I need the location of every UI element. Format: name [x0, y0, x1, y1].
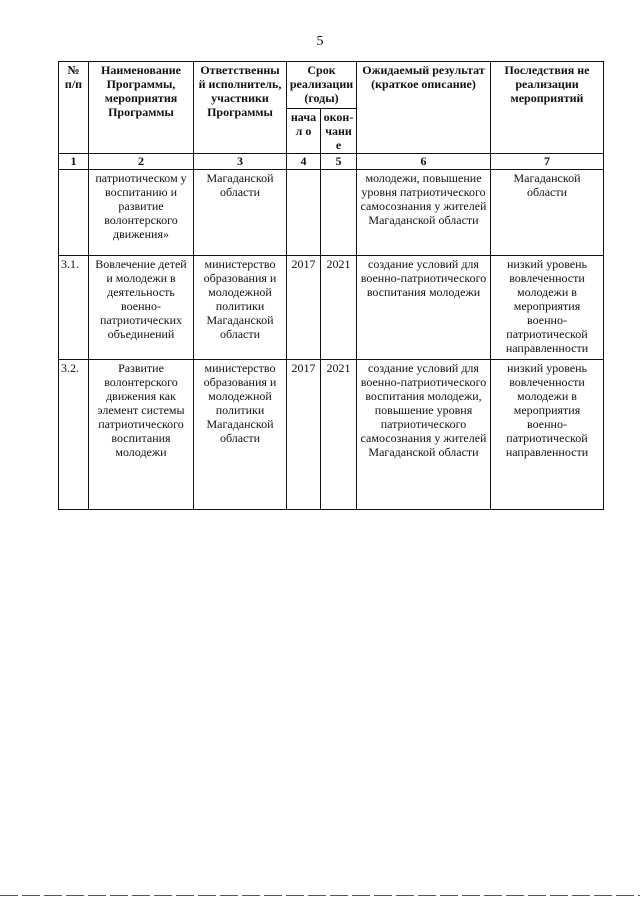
column-number: 7 [491, 154, 604, 170]
column-number: 4 [287, 154, 321, 170]
row-result: создание условий для военно-патриотического воспитания молодежи, повышение уровня патриотического самосознания у жителей Магаданской области [357, 360, 491, 510]
row-result: создание условий для военно-патриотического воспитания молодежи [357, 256, 491, 360]
header-result: Ожидаемый результат (краткое описание) [357, 62, 491, 154]
row-consequence: низкий уровень вовлеченности молодежи в мероприятия военно-патриотической направленности [491, 256, 604, 360]
header-start: начал о [287, 109, 321, 154]
column-number: 1 [59, 154, 89, 170]
row-number: 3.2. [59, 360, 89, 510]
scan-bottom-edge [0, 895, 640, 896]
row-end [321, 170, 357, 256]
header-number: № п/п [59, 62, 89, 154]
column-number: 5 [321, 154, 357, 170]
row-end: 2021 [321, 360, 357, 510]
table-row [59, 256, 604, 360]
row-consequence: низкий уровень вовлеченности молодежи в мероприятия военно-патриотической направленности [491, 360, 604, 510]
table-header-row [59, 62, 604, 109]
row-result: молодежи, повышение уровня патриотического самосознания у жителей Магаданской области [357, 170, 491, 256]
page-number: 5 [316, 34, 324, 49]
table-row [59, 360, 604, 510]
column-number: 2 [89, 154, 194, 170]
row-name: Вовлечение детей и молодежи в деятельность военно-патриотических объединений [89, 256, 194, 360]
row-start: 2017 [287, 256, 321, 360]
column-number: 3 [194, 154, 287, 170]
row-name: патриотическом у воспитанию и развитие волонтерского движения» [89, 170, 194, 256]
row-end: 2021 [321, 256, 357, 360]
header-end: окон- чание [321, 109, 357, 154]
row-consequence: Магаданской области [491, 170, 604, 256]
column-numbers-row [59, 154, 604, 170]
table-row [59, 170, 604, 256]
program-measures-table [58, 61, 604, 510]
header-name: Наименование Программы, мероприятия Программы [89, 62, 194, 154]
header-consequence: Последствия не реализации мероприятий [491, 62, 604, 154]
row-number [59, 170, 89, 256]
column-number: 6 [357, 154, 491, 170]
row-start [287, 170, 321, 256]
row-executor: Магаданской области [194, 170, 287, 256]
row-name: Развитие волонтерского движения как элемент системы патриотического воспитания молодежи [89, 360, 194, 510]
header-term: Срок реализации (годы) [287, 62, 357, 109]
header-executor: Ответственны й исполнитель, участники Программы [194, 62, 287, 154]
row-start: 2017 [287, 360, 321, 510]
row-executor: министерство образования и молодежной политики Магаданской области [194, 256, 287, 360]
row-number: 3.1. [59, 256, 89, 360]
row-executor: министерство образования и молодежной политики Магаданской области [194, 360, 287, 510]
